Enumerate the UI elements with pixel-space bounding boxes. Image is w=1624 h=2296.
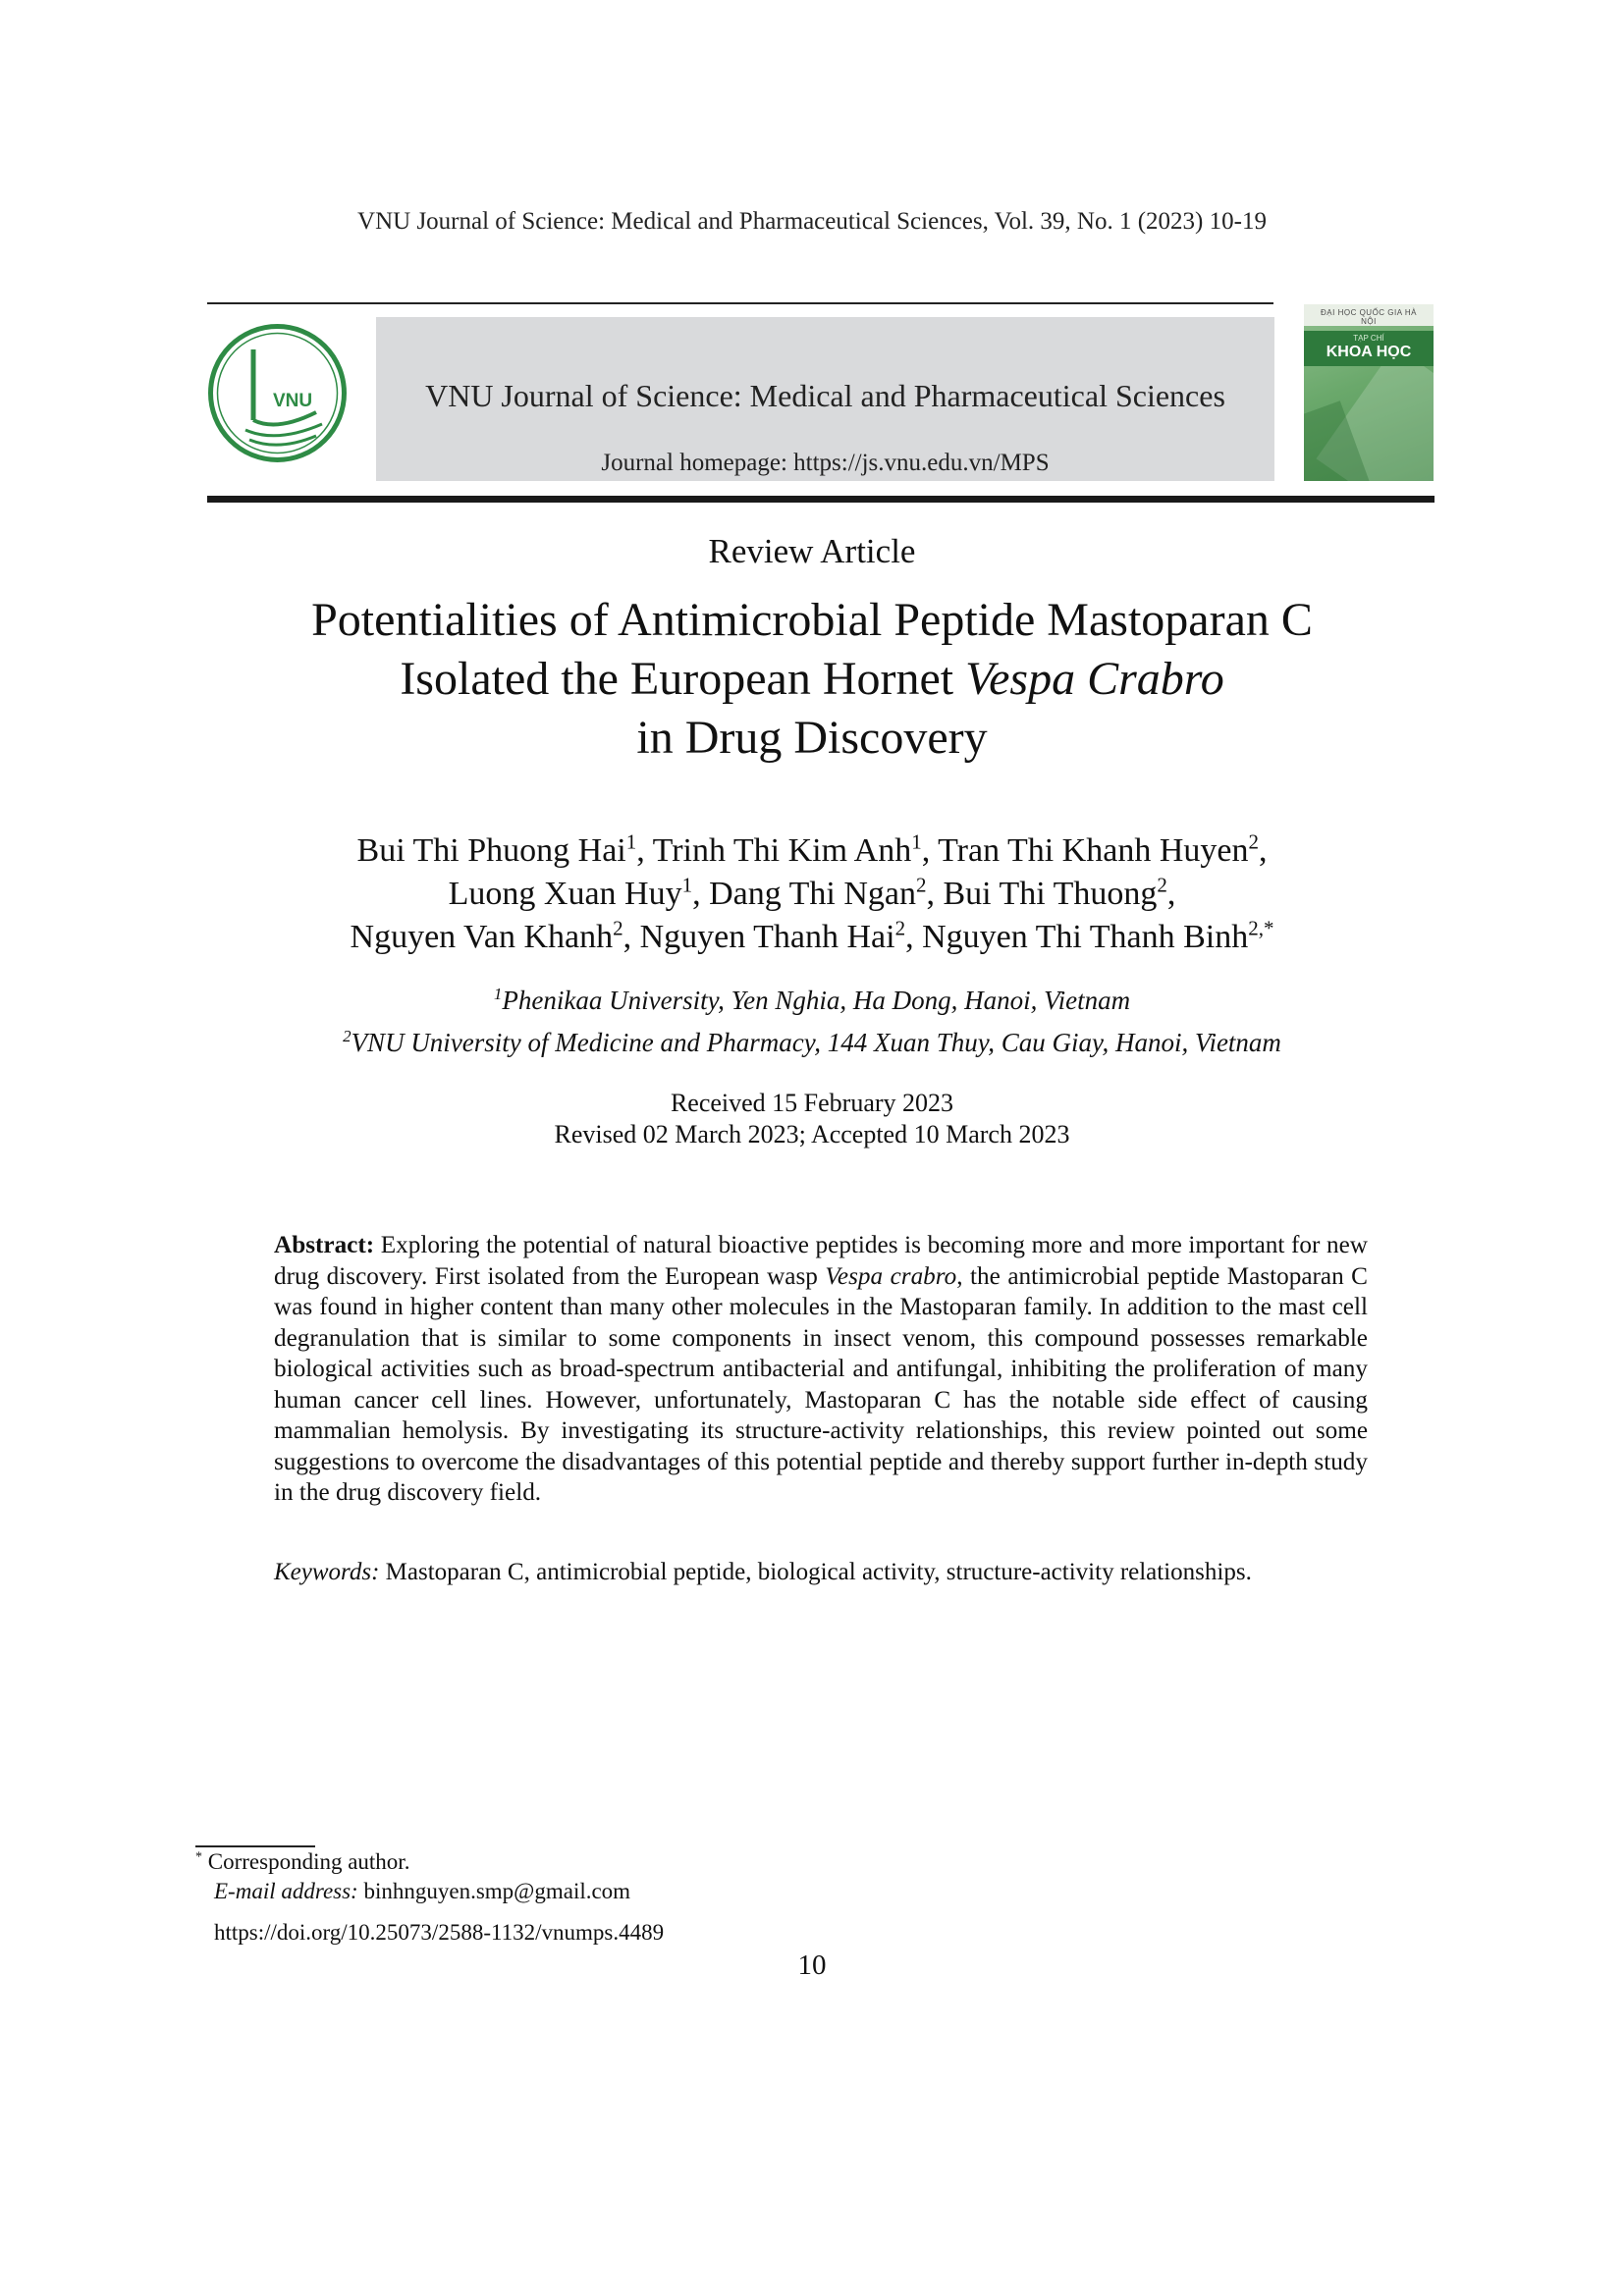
title-line-1: Potentialities of Antimicrobial Peptide Mastoparan C xyxy=(311,594,1313,646)
footnote-rule xyxy=(195,1845,315,1847)
article-dates xyxy=(0,1088,1624,1150)
title-line-2-text: Isolated the European Hornet xyxy=(400,653,966,705)
footnote-corresponding: * Corresponding author. xyxy=(195,1849,410,1874)
article-title xyxy=(0,591,1624,768)
affiliation-1: $^1$Phenikaa University, Yen Nghia, Ha Dong, Hanoi, Vietnam xyxy=(493,985,1131,1015)
abstract-species: Vespa crabro xyxy=(825,1262,957,1290)
email-address[interactable]: binhnguyen.smp@gmail.com xyxy=(357,1879,631,1903)
page-number: 10 xyxy=(797,1949,827,1981)
cover-top-strip xyxy=(1304,304,1434,326)
title-species: Vespa Crabro xyxy=(965,653,1224,705)
cover-title-band xyxy=(1304,331,1434,366)
journal-banner xyxy=(376,317,1274,481)
banner-journal-name: VNU Journal of Science: Medical and Pharmaceutical Sciences xyxy=(425,378,1225,413)
cover-small-text: TẠP CHÍ xyxy=(1353,334,1384,343)
cover-label: KHOA HỌC xyxy=(1326,344,1412,360)
title-line-3: in Drug Discovery xyxy=(636,712,988,764)
title-line-2 xyxy=(0,650,1624,709)
author-line-3: Nguyen Van Khanh$^2$, Nguyen Thanh Hai$^2$, Nguyen Thi Thanh Binh$^{2,*}$ xyxy=(350,916,1274,955)
author-list xyxy=(0,829,1624,959)
keywords-label: Keywords: xyxy=(274,1559,380,1585)
abstract-label: Abstract: xyxy=(274,1232,375,1258)
revised-accepted-date: Revised 02 March 2023; Accepted 10 March 2023 xyxy=(554,1120,1070,1148)
affiliation-2: $^2$VNU University of Medicine and Pharmacy, 144 Xuan Thuy, Cau Giay, Hanoi, Vietnam xyxy=(343,1027,1281,1057)
running-head: VNU Journal of Science: Medical and Pharmaceutical Sciences, Vol. 39, No. 1 (2023) 10-19 xyxy=(357,208,1267,235)
author-line-2: Luong Xuan Huy$^1$, Dang Thi Ngan$^2$, Bui Thi Thuong$^2$, xyxy=(448,873,1176,912)
abstract-text: Exploring the potential of natural bioactive peptides is becoming more and more important for new drug discovery. First isolated from the European wasp xyxy=(274,1232,1368,1290)
abstract-text-cont: , the antimicrobial peptide Mastoparan C was found in higher content than many other molecules in the Mastoparan family. In addition to the mast cell degranulation that is similar to some components in insect venom, this compound possesses remarkable biological activities such as broad-spectrum antibacterial and antifungal, inhibiting the proliferation of many human cancer cell lines. However, unfortunately, Mastoparan C has the notable side effect of causing mammalian hemolysis. By investigating its structure-activity relationships, this review pointed out some suggestions to overcome the disadvantages of this potential peptide and thereby support further in-depth study in the drug discovery field. xyxy=(274,1262,1368,1506)
author-line-1: Bui Thi Phuong Hai$^1$, Trinh Thi Kim Anh$^1$, Tran Thi Khanh Huyen$^2$, xyxy=(356,829,1268,869)
journal-cover-thumbnail xyxy=(1304,304,1434,481)
header-rule xyxy=(207,302,1273,304)
cover-top-text: ĐẠI HỌC QUỐC GIA HÀ NỘI xyxy=(1321,308,1417,326)
banner-thick-rule xyxy=(207,496,1435,503)
keywords xyxy=(274,1559,1368,1586)
footnote-email: E-mail address: binhnguyen.smp@gmail.com xyxy=(214,1879,631,1903)
banner-homepage: Journal homepage: https://js.vnu.edu.vn/MPS xyxy=(601,450,1050,476)
article-type: Review Article xyxy=(708,532,916,570)
keywords-text: Mastoparan C, antimicrobial peptide, biological activity, structure-activity relationships. xyxy=(379,1559,1252,1585)
received-date: Received 15 February 2023 xyxy=(670,1089,954,1117)
vnu-logo xyxy=(206,322,349,464)
doi-link[interactable]: https://doi.org/10.25073/2588-1132/vnumps.4489 xyxy=(214,1920,665,1945)
logo-text: VNU xyxy=(272,391,313,411)
abstract xyxy=(274,1230,1368,1509)
